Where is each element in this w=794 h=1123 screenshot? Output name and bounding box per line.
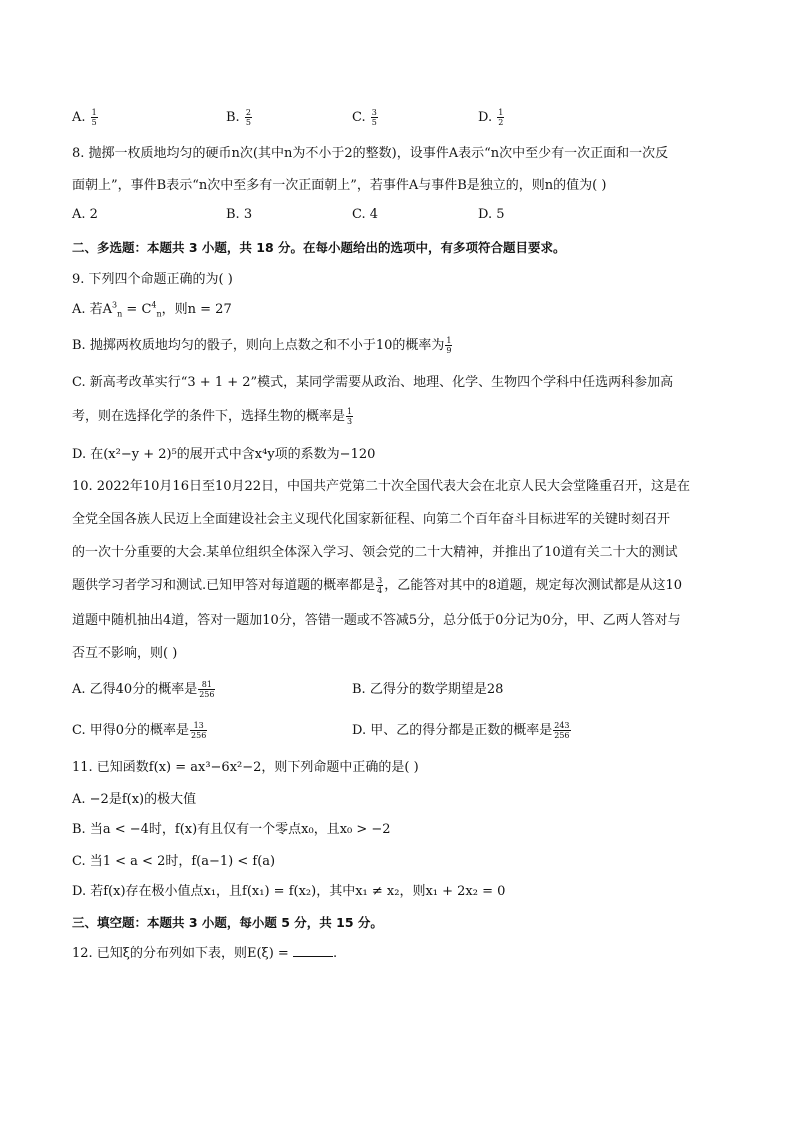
q10-stem-line5: 道题中随机抽出4道，答对一题加10分，答错一题或不答减5分，总分低于0分记为0分，甲、乙两人答对与 xyxy=(72,613,681,628)
q10-stem-line2: 全党全国各族人民迈上全面建设社会主义现代化国家新征程、向第二个百年奋斗目标进军的关键时刻召开 xyxy=(72,512,671,527)
fraction: $\frac{3}{4}$ xyxy=(377,576,383,595)
q11-stem: 11. 已知函数f(x) = ax³−6x²−2，则下列命题中正确的是( ) xyxy=(72,760,419,775)
q9-option-d: D. 在(x²−y + 2)⁵的展开式中含x⁴y项的系数为−120 xyxy=(72,447,376,462)
q11-option-b: B. 当a < −4时，f(x)有且仅有一个零点x₀，且x₀ > −2 xyxy=(72,822,391,837)
q7-option-b: B. $\frac{2}{5}$ xyxy=(226,108,251,127)
fraction: $\frac{1}{2}$ xyxy=(498,108,504,127)
q7-option-c: C. $\frac{3}{5}$ xyxy=(352,108,377,127)
q11-option-c: C. 当1 < a < 2时，f(a−1) < f(a) xyxy=(72,854,276,869)
q10-option-b: B. 乙得分的数学期望是28 xyxy=(352,682,504,697)
q8-option-d: D. 5 xyxy=(478,207,505,222)
q8-stem-line2: 面朝上”，事件B表示“n次中至多有一次正面朝上”，若事件A与事件B是独立的，则n的值为( ) xyxy=(72,178,607,193)
q10-option-a: A. 乙得40分的概率是 $\frac{81}{256}$ xyxy=(72,680,215,699)
q9-option-a: A. 若$A^3_n = C^4_n$，则n = 27 xyxy=(72,300,232,319)
q10-stem-line3: 的一次十分重要的大会.某单位组织全体深入学习、领会党的二十大精神，并推出了10道有关二十大的测试 xyxy=(72,545,678,560)
fraction: $\frac{1}{9}$ xyxy=(446,336,452,355)
q9-option-c-line2: 考，则在选择化学的条件下，选择生物的概率是 $\frac{1}{3}$ xyxy=(72,407,353,426)
q8-option-b: B. 3 xyxy=(226,207,253,222)
q11-option-a: A. −2是f(x)的极大值 xyxy=(72,792,197,807)
section-heading-fill-blank: 三、填空题：本题共 3 小题，每小题 5 分，共 15 分。 xyxy=(72,915,383,930)
q7-option-d: D. $\frac{1}{2}$ xyxy=(478,108,504,127)
fraction: $\frac{243}{256}$ xyxy=(554,721,570,740)
section-heading-multiple-choice: 二、多选题：本题共 3 小题，共 18 分。在每小题给出的选项中，有多项符合题目要求。 xyxy=(72,240,566,255)
q9-stem: 9. 下列四个命题正确的为( ) xyxy=(72,272,233,287)
answer-blank xyxy=(293,944,333,957)
q10-stem-line4: 题供学习者学习和测试.已知甲答对每道题的概率都是 $\frac{3}{4}$ ，乙能答对其中的8道题，规定每次测试都是从这10 xyxy=(72,576,683,595)
fraction: $\frac{13}{256}$ xyxy=(191,721,207,740)
q10-option-d: D. 甲、乙的得分都是正数的概率是 $\frac{243}{256}$ xyxy=(352,721,570,740)
q8-option-a: A. 2 xyxy=(72,207,98,222)
q9-option-c-line1: C. 新高考改革实行“3 + 1 + 2”模式，某同学需要从政治、地理、化学、生物四个学科中任选两科参加高 xyxy=(72,375,674,390)
q7-option-a: A. $\frac{1}{5}$ xyxy=(72,108,97,127)
q9-option-b: B. 抛掷两枚质地均匀的骰子，则向上点数之和不小于10的概率为 $\frac{1}{9}$ xyxy=(72,336,452,355)
q10-stem-line1: 10. 2022年10月16日至10月22日，中国共产党第二十次全国代表大会在北京人民大会堂隆重召开，这是在 xyxy=(72,479,691,494)
q10-option-c: C. 甲得0分的概率是 $\frac{13}{256}$ xyxy=(72,721,207,740)
fraction: $\frac{2}{5}$ xyxy=(245,108,251,127)
fraction: $\frac{1}{3}$ xyxy=(347,407,353,426)
q8-stem-line1: 8. 抛掷一枚质地均匀的硬币n次(其中n为不小于2的整数)，设事件A表示“n次中至少有一次正面和一次反 xyxy=(72,146,669,161)
q12-stem: 12. 已知ξ的分布列如下表，则E(ξ) = . xyxy=(72,946,338,961)
fraction: $\frac{3}{5}$ xyxy=(371,108,377,127)
fraction: $\frac{81}{256}$ xyxy=(199,680,215,699)
fraction: $\frac{1}{5}$ xyxy=(91,108,97,127)
q10-stem-line6: 否互不影响，则( ) xyxy=(72,646,178,661)
q8-option-c: C. 4 xyxy=(352,207,379,222)
q11-option-d: D. 若f(x)存在极小值点x₁，且f(x₁) = f(x₂)，其中x₁ ≠ x₂，则x₁ + 2x₂ = 0 xyxy=(72,884,506,899)
